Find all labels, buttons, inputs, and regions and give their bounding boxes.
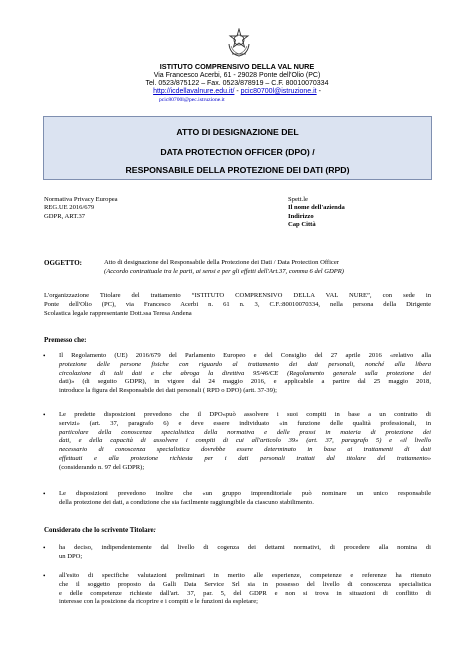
email-link[interactable]: pcic80700l@istruzione.it	[240, 88, 317, 95]
recipient-company-name: Il nome dell'azienda	[288, 204, 345, 212]
intro-line: Scolastica legale rappresentante Dott.ssa Teresa Andena	[44, 309, 192, 317]
title-line-1: ATTO DI DESIGNAZIONE DEL	[176, 127, 299, 137]
pec-email[interactable]: pcic80700l@pec.istruzione.it	[159, 97, 225, 103]
law-reference	[44, 196, 118, 221]
law-line: GDPR, ART.37	[44, 212, 86, 220]
oggetto-note: (Accordo contrattuale tra le parti, ai sensi e per gli effetti dell'Art.37, comma 6 del GDPR)	[104, 268, 344, 275]
item-line: particolare della conoscenza specialistica della normativa e delle prassi in materia di protezione dei	[59, 428, 431, 436]
item-line: circolazione di tali dati e che abroga la direttiva 95/46/CE (Regolamento generale sulla protezione dei	[59, 369, 431, 377]
recipient-city: Cap Città	[288, 221, 316, 229]
item-line: Le disposizioni prevedono inoltre che «un gruppo imprenditoriale può nominare un unico responsabile	[59, 490, 431, 497]
bullet-glyph: •	[43, 572, 46, 580]
recipient-address: Indirizzo	[288, 212, 314, 220]
recipient-line: Spett.le	[288, 196, 308, 203]
item-line: all'esito di specifiche valutazioni preliminari in merito alle esperienze, competenze e referenze ha ritenuto	[59, 572, 431, 579]
item-line: dati, e della capacità di assolvere i compiti di cui all'articolo 39» (art. 37, paragrafo 5) e «il livello	[59, 437, 431, 445]
intro-line: L'organizzazione Titolare del trattamento “ISTITUTO COMPRENSIVO DELLA VAL NURE”, con sede in	[44, 292, 431, 299]
link-separator: -	[234, 88, 241, 95]
school-links	[0, 88, 474, 97]
law-line: REG.UE 2016/679	[44, 204, 95, 212]
title-line-2: DATA PROTECTION OFFICER (DPO) /	[160, 147, 315, 157]
considerato-item	[59, 572, 431, 607]
recipient-block	[288, 196, 345, 230]
intro-paragraph	[44, 292, 431, 318]
document-title-box	[43, 116, 432, 180]
premesso-item	[59, 490, 431, 508]
link-separator: -	[316, 88, 321, 95]
item-line: che il soggetto proposto da Galli Data Service Srl sia in possesso del livello di conoscenza specialistica	[59, 580, 431, 588]
item-line: interesse con la posizione da ricoprire e i compiti e le funzioni da espletare;	[59, 598, 259, 606]
school-name: ISTITUTO COMPRENSIVO DELLA VAL NURE	[159, 62, 315, 71]
considerato-item	[59, 544, 431, 562]
bullet-glyph: •	[43, 411, 46, 419]
item-line: Le predette disposizioni prevedono che il DPO«può assolvere i suoi compiti in base a un contratto di	[59, 411, 431, 418]
intro-line: Ponte dell'Olio (PC), via Francesco Acerbi n. 61 n. 3, C.F.:80010070334, nella persona della Dirigente	[44, 300, 431, 308]
school-address: Via Francesco Acerbi, 61 - 29028 Ponte dell'Olio (PC)	[153, 72, 321, 79]
considerato-heading-text: Considerato che lo scrivente Titolare	[44, 526, 154, 534]
premesso-item	[59, 352, 431, 396]
item-line: della protezione dei dati, a condizione che sia facilmente raggiungibile da ciascuno stabilimento.	[59, 498, 314, 506]
item-line: dati)» (di seguito GDPR), in vigore dal 24 maggio 2016, e applicabile a partire dal 25 maggio 2018,	[59, 378, 431, 386]
item-line: ha deciso, indipendentemente dal livello di cogenza dei dettami normativi, di procedere alla nomina di	[59, 544, 431, 551]
item-line: e delle competenze richieste dall'art. 37, par. 5, del GDPR e non si trova in situazioni di conflitto di	[59, 589, 431, 597]
considerato-heading-suffix: :	[153, 526, 156, 534]
item-line: effettuati e alla protezione richiesta per i dati personali trattati dal titolare del trattamento»	[59, 454, 431, 462]
item-line: un DPO;	[59, 552, 83, 560]
title-line-3: RESPONSABILE DELLA PROTEZIONE DEI DATI (RPD)	[125, 165, 350, 175]
item-line: servizi» (art. 37, paragrafo 6) e deve essere individuato «in funzione delle qualità professionali, in	[59, 419, 431, 427]
bullet-glyph: •	[43, 490, 46, 498]
bullet-glyph: •	[43, 352, 46, 360]
item-line: (considerando n. 97 del GDPR);	[59, 463, 145, 471]
item-line: protezione delle persone fisiche con riguardo al trattamento dei dati personali, nonché alla libera	[59, 360, 431, 368]
considerato-heading	[44, 526, 156, 534]
premesso-heading: Premesso che:	[44, 336, 87, 344]
item-line: necessario di conoscenza specialistica dovrebbe essere determinato in base ai trattamenti di dati	[59, 446, 431, 454]
website-link[interactable]: http://icdellavalnure.edu.it/	[153, 88, 235, 95]
republic-emblem-icon	[226, 28, 252, 58]
oggetto-text: Atto di designazione del Responsabile della Protezione dei Dati / Data Protection Officer	[104, 259, 339, 266]
oggetto-label: OGGETTO:	[44, 259, 82, 267]
school-contacts: Tel. 0523/875122 – Fax. 0523/878919 – C.F. 80010070334	[145, 80, 329, 87]
bullet-glyph: •	[43, 544, 46, 552]
law-line: Normativa Privacy Europea	[44, 196, 118, 203]
item-line: introduce la figura del Responsabile dei dati personali ( RPD o DPO) (artt. 37-39);	[59, 387, 277, 395]
item-line: Il Regolamento (UE) 2016/679 del Parlamento Europeo e del Consiglio del 27 aprile 2016 «relativo alla	[59, 352, 431, 359]
premesso-item	[59, 411, 431, 473]
